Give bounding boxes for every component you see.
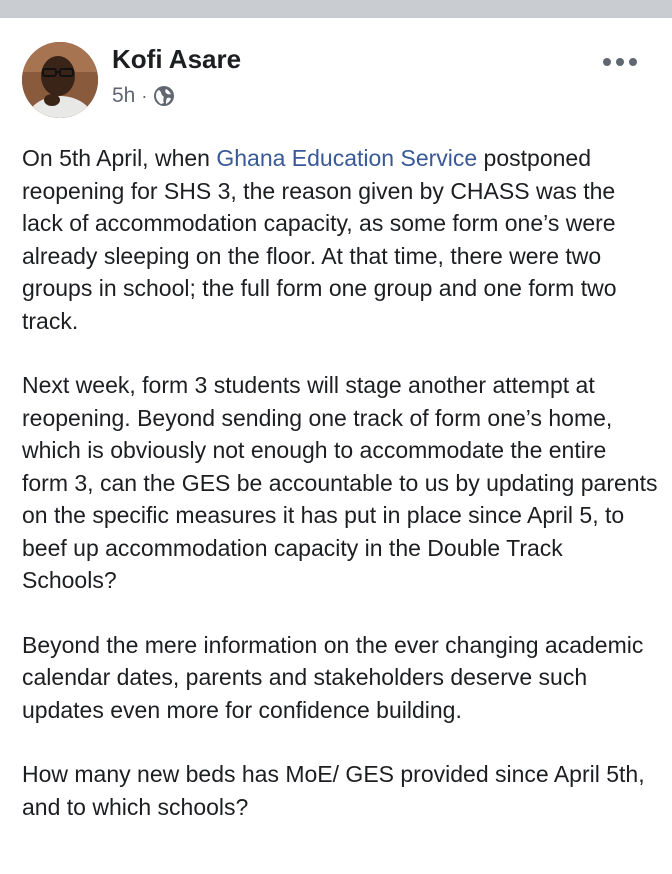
meta-separator: ·: [141, 85, 148, 106]
post-paragraph-2: Next week, form 3 students will stage another attempt at reopening. Beyond sending one track of form one’s home, which is obviously not enough to accommodate the entire form 3, can the GES be accountable to us by updating parents on the specific measures it has put in place since April 5, to beef up accommodation capacity in the Double Track Schools?: [22, 372, 658, 593]
avatar-photo: [22, 42, 98, 118]
more-options-icon[interactable]: [600, 52, 640, 72]
post-paragraph-1: [22, 142, 658, 337]
post-header: [22, 42, 652, 122]
globe-icon: [153, 85, 175, 107]
author-name[interactable]: Kofi Asare: [112, 44, 242, 74]
facebook-post: [0, 18, 672, 874]
paragraph-1-lead: On 5th April, when: [22, 145, 217, 171]
top-divider-strip: [0, 0, 672, 18]
post-paragraph-4: How many new beds has MoE/ GES provided since April 5th, and to which schools?: [22, 761, 645, 820]
post-paragraph-3: Beyond the mere information on the ever changing academic calendar dates, parents and stakeholders deserve such updates even more for confidence building.: [22, 631, 644, 723]
paragraph-1-rest: postponed reopening for SHS 3, the reason given by CHASS was the lack of accommodation capacity, as some form one’s were already sleeping on the floor. At that time, there were two groups in school; the full form one group and one form two track.: [22, 145, 617, 334]
post-meta: [112, 84, 175, 108]
post-timestamp[interactable]: 5h: [112, 84, 136, 107]
ghana-education-service-link[interactable]: Ghana Education Service: [216, 145, 478, 171]
author-avatar[interactable]: [22, 42, 98, 118]
post-body: [22, 142, 658, 855]
